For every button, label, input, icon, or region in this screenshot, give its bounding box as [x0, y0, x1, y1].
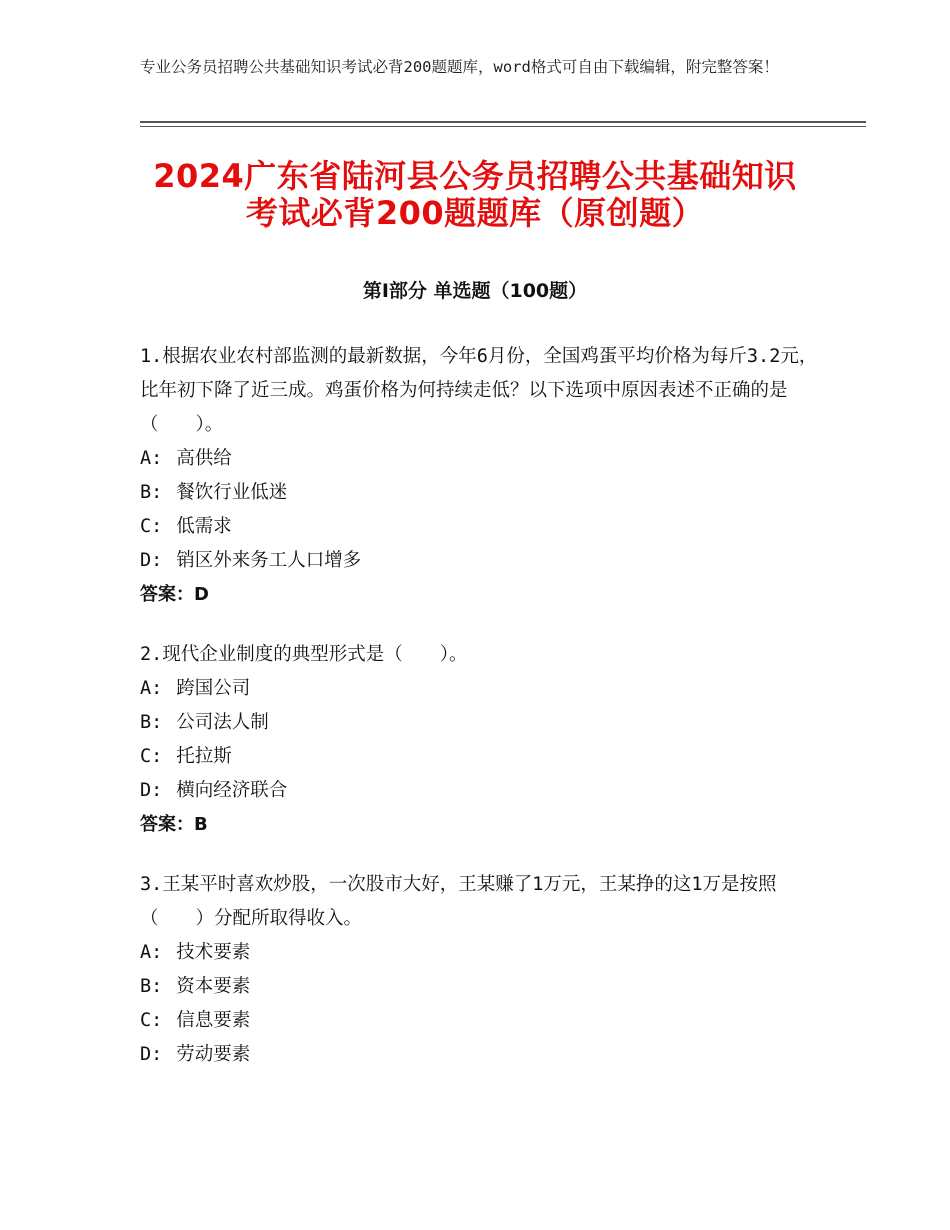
option-text: 低需求 — [176, 516, 232, 537]
option-a — [140, 936, 820, 970]
question-item — [140, 638, 820, 842]
question-item — [140, 340, 820, 612]
option-letter: B: — [140, 712, 163, 733]
answer-line: 答案：D — [140, 584, 209, 605]
option-letter: C: — [140, 516, 163, 537]
option-c — [140, 510, 820, 544]
header-note: 专业公务员招聘公共基础知识考试必背200题题库，word格式可自由下载编辑，附完整答案！ — [140, 58, 779, 76]
header-divider — [140, 121, 866, 127]
option-b — [140, 476, 820, 510]
question-stem: 3.王某平时喜欢炒股，一次股市大好，王某赚了1万元，王某挣的这1万是按照（ ）分配所取得收入。 — [140, 874, 777, 929]
option-text: 跨国公司 — [176, 678, 251, 699]
option-text: 托拉斯 — [176, 746, 232, 767]
title-line-1: 2024广东省陆河县公务员招聘公共基础知识 — [153, 157, 797, 195]
option-letter: A: — [140, 678, 163, 699]
document-title — [100, 158, 850, 232]
option-text: 公司法人制 — [176, 712, 269, 733]
option-letter: B: — [140, 976, 163, 997]
question-list — [140, 340, 820, 1098]
option-text: 信息要素 — [176, 1010, 251, 1031]
option-letter: D: — [140, 550, 163, 571]
option-text: 横向经济联合 — [176, 780, 288, 801]
option-text: 餐饮行业低迷 — [176, 482, 288, 503]
option-letter: A: — [140, 448, 163, 469]
option-d — [140, 544, 820, 578]
question-item — [140, 868, 820, 1072]
option-text: 劳动要素 — [176, 1044, 251, 1065]
title-line-2: 考试必背200题题库（原创题） — [245, 194, 705, 232]
option-a — [140, 672, 820, 706]
option-b — [140, 706, 820, 740]
option-d — [140, 774, 820, 808]
option-c — [140, 740, 820, 774]
question-stem: 1.根据农业农村部监测的最新数据，今年6月份，全国鸡蛋平均价格为每斤3.2元，比年初下降了近三成。鸡蛋价格为何持续走低？以下选项中原因表述不正确的是（ ）。 — [140, 346, 818, 435]
question-stem: 2.现代企业制度的典型形式是（ ）。 — [140, 644, 468, 665]
option-text: 资本要素 — [176, 976, 251, 997]
answer-line: 答案：B — [140, 814, 208, 835]
option-letter: B: — [140, 482, 163, 503]
option-letter: C: — [140, 1010, 163, 1031]
option-c — [140, 1004, 820, 1038]
option-letter: D: — [140, 780, 163, 801]
option-letter: D: — [140, 1044, 163, 1065]
option-text: 高供给 — [176, 448, 232, 469]
option-text: 技术要素 — [176, 942, 251, 963]
option-letter: C: — [140, 746, 163, 767]
option-letter: A: — [140, 942, 163, 963]
option-d — [140, 1038, 820, 1072]
option-b — [140, 970, 820, 1004]
option-a — [140, 442, 820, 476]
section-heading: 第Ⅰ部分 单选题（100题） — [362, 280, 588, 302]
option-text: 销区外来务工人口增多 — [176, 550, 362, 571]
